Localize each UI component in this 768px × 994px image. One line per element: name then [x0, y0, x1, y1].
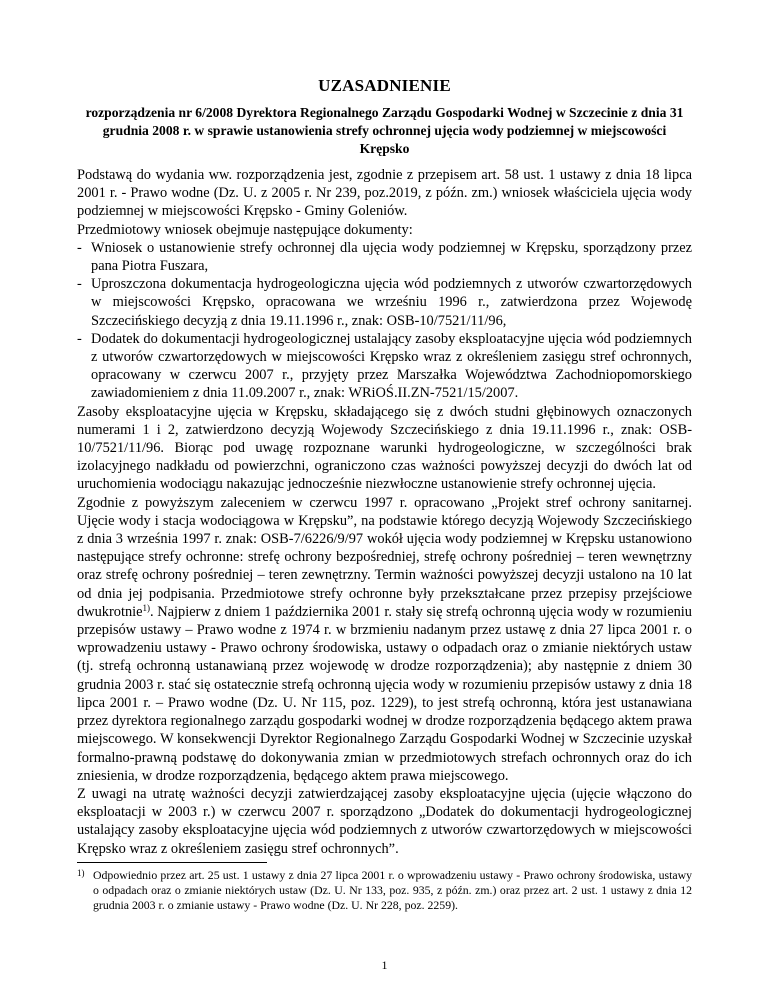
paragraph-resources: Zasoby eksploatacyjne ujęcia w Krępsku, składającego się z dwóch studni głębinowych oznaczonych numerami 1 i 2, zatwierdzono decyzją Wojewody Szczecińskiego z dnia 19.11.1996 r., znak: OSB-10/7521/11/96. Biorąc pod uwagę rozpoznane warunki hydrogeologiczne, w szczególności brak izolacyjnego nadkładu od powierzchni, ograniczono czas ważności powyższej decyzji do dwóch lat od uruchomienia wodociągu nakazując jednocześnie niezwłoczne ustanowienie strefy ochronnej ujęcia. [77, 403, 692, 493]
list-item [77, 239, 692, 275]
list-item [77, 275, 692, 330]
document-subtitle: rozporządzenia nr 6/2008 Dyrektora Regionalnego Zarządu Gospodarki Wodnej w Szczecinie z dnia 31 grudnia 2008 r. w sprawie ustanowienia strefy ochronnej ujęcia wody podziemnej w miejscowości Krępsko [85, 105, 684, 156]
list-item-text: Dodatek do dokumentacji hydrogeologicznej ustalający zasoby eksploatacyjne ujęcia wód podziemnych z utworów czwartorzędowych w miejscowości Krępsko wraz z określeniem zasięgu stref ochronnych, opracowany w czerwcu 2007 r., przyjęty przez Marszałka Województwa Zachodniopomorskiego zawiadomieniem z dnia 11.09.2007 r., znak: WRiOŚ.II.ZN-7521/15/2007. [91, 330, 692, 402]
footnote-text: Odpowiednio przez art. 25 ust. 1 ustawy z dnia 27 lipca 2001 r. o wprowadzeniu ustawy - Prawo ochrony środowiska, ustawy o odpadach oraz o zmianie niektórych ustaw (Dz. U. Nr 133, poz. 935, z późn. zm.) oraz przez art. 2 ust. 1 ustawy z dnia 12 grudnia 2003 r. o zmianie ustawy - Prawo wodne (Dz. U. Nr 228, poz. 2259). [93, 868, 692, 913]
footnote [77, 868, 692, 914]
list-item-text: Wniosek o ustanowienie strefy ochronnej dla ujęcia wody podziemnej w Krępsku, sporządzony przez pana Piotra Fuszara, [91, 239, 692, 275]
paragraph-addendum: Z uwagi na utratę ważności decyzji zatwierdzającej zasoby eksploatacyjne ujęcia (ujęcie włączono do eksploatacji w 2003 r.) w czerwcu 2007 r. sporządzono „Dodatek do dokumentacji hydrogeologicznej ustalający zasoby eksploatacyjne ujęcia wód podziemnych z utworów czwartorzędowych w miejscowości Krępsko wraz z określeniem zasięgu stref ochronnych”. [77, 785, 692, 857]
list-dash: - [77, 239, 82, 256]
list-dash: - [77, 276, 82, 293]
list-item [77, 330, 692, 403]
footnote-mark: 1) [77, 868, 85, 878]
intro-paragraph: Podstawą do wydania ww. rozporządzenia jest, zgodnie z przepisem art. 58 ust. 1 ustawy z dnia 18 lipca 2001 r. - Prawo wodne (Dz. U. z 2005 r. Nr 239, poz.2019, z późn. zm.) wniosek właściciela ujęcia wody podziemnej w miejscowości Krępsko - Gminy Goleniów. [77, 167, 692, 220]
list-intro: Przedmiotowy wniosek obejmuje następujące dokumenty: [77, 221, 413, 238]
footnote-separator [77, 862, 267, 863]
document-title: UZASADNIENIE [318, 76, 451, 95]
paragraph-zones [77, 494, 692, 785]
paragraph-zones-part-b: . Najpierw z dniem 1 października 2001 r. stały się strefą ochronną ujęcia wody w rozumieniu przepisów ustawy – Prawo wodne z 1974 r. w brzmieniu nadanym przez ustawę z dnia 27 lipca 2001 r. o wprowadzeniu ustawy - Prawo ochrony środowiska, ustawy o odpadach oraz o zmianie niektórych ustaw (tj. strefą ochronną ustanawianą przez wojewodę w drodze rozporządzenia); aby następnie z dniem 30 grudnia 2003 r. stać się ostatecznie strefą ochronną ujęcia wody w rozumieniu przepisów ustawy z dnia 18 lipca 2001 r. – Prawo wodne (Dz. U. Nr 115, poz. 1229), to jest strefą ochronną, która jest ustanawiana przez dyrektora regionalnego zarządu gospodarki wodnej w drodze rozporządzenia będącego aktem prawa miejscowego. W konsekwencji Dyrektor Regionalnego Zarządu Gospodarki Wodnej w Szczecinie uzyskał formalno-prawną podstawę do dokonywania zmian w przedmiotowych strefach ochronnych oraz do ich zniesienia, w drodze rozporządzenia, będącego aktem prawa miejscowego. [77, 603, 692, 784]
paragraph-zones-part-a: Zgodnie z powyższym zaleceniem w czerwcu 1997 r. opracowano „Projekt stref ochrony sanitarnej. Ujęcie wody i stacja wodociągowa w Krępsku”, na podstawie którego decyzją Wojewody Szczecińskiego z dnia 3 września 1997 r. znak: OSB-7/6226/9/97 wokół ujęcia wody podziemnej w Krępsku ustanowiono następujące strefy ochronne: strefę ochrony bezpośredniej, strefę ochrony pośredniej – teren wewnętrzny oraz strefę ochrony pośredniej – teren zewnętrzny. Termin ważności powyższej decyzji ustalono na 10 lat od dnia jej podpisania. Przedmiotowe strefy ochronne były przekształcane przez przepisy przejściowe dwukrotnie [77, 494, 692, 620]
footnote-reference: 1) [142, 602, 151, 613]
documents-list [77, 239, 692, 403]
page-number: 1 [381, 958, 388, 972]
list-dash: - [77, 330, 82, 347]
list-item-text: Uproszczona dokumentacja hydrogeologiczna ujęcia wód podziemnych z utworów czwartorzędowych w miejscowości Krępsko, opracowana we wrześniu 1996 r., zatwierdzona przez Wojewodę Szczecińskiego decyzją z dnia 19.11.1996 r., znak: OSB-10/7521/11/96, [91, 276, 692, 329]
document-body [77, 166, 692, 858]
